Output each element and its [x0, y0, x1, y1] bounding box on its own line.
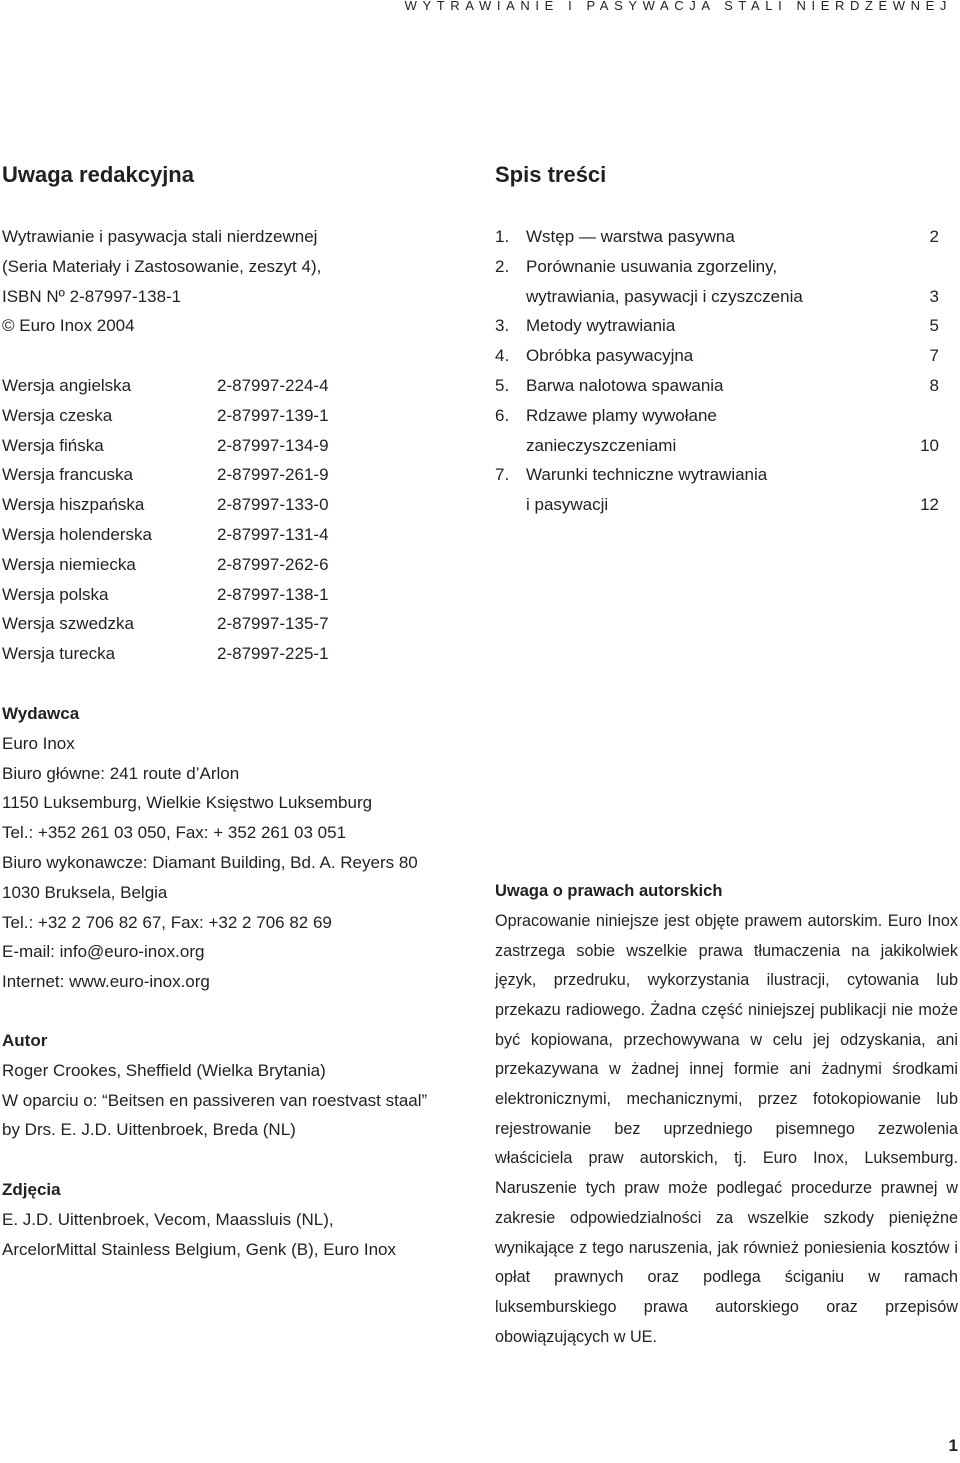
- publisher-line: 1030 Bruksela, Belgia: [2, 882, 168, 902]
- version-row: [2, 580, 472, 610]
- toc-item-page: 7: [929, 346, 939, 366]
- editorial-line: Wytrawianie i pasywacja stali nierdzewnej: [2, 227, 318, 246]
- version-row: [2, 371, 472, 401]
- toc-item[interactable]: [495, 222, 939, 252]
- toc-item[interactable]: [495, 311, 939, 341]
- toc-item-label: wytrawiania, pasywacji i czyszczenia: [526, 286, 803, 306]
- toc-item[interactable]: [495, 401, 939, 431]
- publisher-line: 1150 Luksemburg, Wielkie Księstwo Luksemburg: [2, 793, 373, 813]
- version-lang: Wersja holenderska: [2, 524, 152, 544]
- version-row: [2, 490, 472, 520]
- publisher-line: Euro Inox: [2, 733, 75, 753]
- toc-item-label: zanieczyszczeniami: [526, 435, 677, 455]
- editorial-block: [2, 222, 472, 341]
- toc-item-number: 2.: [495, 256, 510, 276]
- version-row: [2, 520, 472, 550]
- toc-item[interactable]: [495, 252, 939, 282]
- toc-item-page: [909, 401, 939, 431]
- toc-item-label: Barwa nalotowa spawania: [526, 375, 724, 395]
- editorial-title: Uwaga redakcyjna: [2, 162, 194, 187]
- copyright-title: Uwaga o prawach autorskich: [495, 882, 723, 900]
- running-header: WYTRAWIANIE I PASYWACJA STALI NIERDZEWNEJ: [404, 0, 952, 13]
- toc-item-label: Rdzawe plamy wywołane: [526, 405, 717, 425]
- publisher-line: Tel.: +32 2 706 82 67, Fax: +32 2 706 82 69: [2, 912, 332, 932]
- toc-item-label: Porównanie usuwania zgorzeliny,: [526, 256, 778, 276]
- author-block: [2, 1026, 472, 1145]
- toc-item-page: [909, 460, 939, 490]
- toc-item-page: [909, 252, 939, 282]
- version-isbn: 2-87997-134-9: [217, 435, 329, 455]
- toc-item-number: 4.: [495, 346, 510, 366]
- version-isbn: 2-87997-262-6: [217, 554, 329, 574]
- toc-item[interactable]: [495, 341, 939, 371]
- version-lang: Wersja czeska: [2, 405, 113, 425]
- toc-item-number: [495, 490, 526, 520]
- version-isbn: 2-87997-261-9: [217, 465, 329, 485]
- publisher-line: Biuro wykonawcze: Diamant Building, Bd. A. Reyers 80: [2, 852, 418, 872]
- publisher-title: Wydawca: [2, 704, 80, 723]
- editorial-line: (Seria Materiały i Zastosowanie, zeszyt 4),: [2, 256, 322, 276]
- toc-item-number: [495, 431, 526, 461]
- toc-item-page: 12: [920, 495, 939, 515]
- toc-item-number: 5.: [495, 375, 510, 395]
- toc-title: Spis treści: [495, 162, 607, 187]
- version-row: [2, 639, 472, 669]
- version-lang: Wersja niemiecka: [2, 554, 136, 574]
- toc-item-label: Wstęp — warstwa pasywna: [526, 227, 735, 246]
- toc-item-label: i pasywacji: [526, 495, 609, 515]
- toc-item-page: 8: [929, 375, 939, 395]
- photos-title: Zdjęcia: [2, 1180, 61, 1199]
- versions-list: [2, 371, 472, 669]
- author-line: by Drs. E. J.D. Uittenbroek, Breda (NL): [2, 1120, 296, 1140]
- toc-item[interactable]: [495, 282, 939, 312]
- version-isbn: 2-87997-131-4: [217, 524, 329, 544]
- publisher-block: [2, 699, 472, 997]
- photos-line: ArcelorMittal Stainless Belgium, Genk (B), Euro Inox: [2, 1239, 396, 1259]
- toc-item-number: 7.: [495, 465, 510, 485]
- toc-item[interactable]: [495, 431, 939, 461]
- toc-item[interactable]: [495, 460, 939, 490]
- toc-item-label: Obróbka pasywacyjna: [526, 346, 694, 366]
- copyright-block: [495, 877, 958, 1352]
- toc-item-page: 10: [920, 435, 939, 455]
- editorial-isbn: ISBN Nº 2-87997-138-1: [2, 286, 182, 306]
- toc-item[interactable]: [495, 490, 939, 520]
- copyright-text: Opracowanie niniejsze jest objęte prawem autorskim. Euro Inox zastrzega sobie wszelkie prawa tłumaczenia na jakikolwiek język, przedruku, wykorzystania ilustracji, cytowania lub przekazu radiowego. Żadna część niniejszej publikacji nie może być kopiowana, przechowywana w celu jej odzyskania, ani przekazywana w żadnej innej formie ani żadnymi środkami elektronicznymi, mechanicznymi, przez fotokopiowanie lub rejestrowanie bez uprzedniego pisemnego zezwolenia właściciela praw autorskich, tj. Euro Inox, Luksemburg. Naruszenie tych praw może podlegać procedurze prawnej w zakresie odpowiedzialności za wszelkie szkody pieniężne wynikające z tego naruszenia, jak również poniesienia kosztów i opłat prawnych oraz podlega ściganiu w ramach luksemburskiego prawa autorskiego oraz przepisów obowiązujących w UE.: [495, 911, 958, 1346]
- version-row: [2, 609, 472, 639]
- toc-item-page: 3: [929, 286, 939, 306]
- toc-item-label: Metody wytrawiania: [526, 316, 676, 336]
- version-row: [2, 460, 472, 490]
- version-lang: Wersja turecka: [2, 644, 116, 664]
- version-lang: Wersja angielska: [2, 376, 132, 395]
- page-number: 1: [948, 1436, 958, 1455]
- version-lang: Wersja szwedzka: [2, 614, 134, 634]
- toc-item-number: 6.: [495, 405, 510, 425]
- toc-list: [495, 222, 939, 520]
- version-row: [2, 431, 472, 461]
- toc-item-page: 5: [929, 316, 939, 336]
- version-isbn: 2-87997-225-1: [217, 644, 329, 664]
- author-line: Roger Crookes, Sheffield (Wielka Brytania): [2, 1060, 326, 1080]
- toc-item-number: 1.: [495, 227, 510, 246]
- toc-item-page: 2: [929, 227, 939, 246]
- version-isbn: 2-87997-138-1: [217, 584, 329, 604]
- publisher-line: Tel.: +352 261 03 050, Fax: + 352 261 03 051: [2, 823, 347, 843]
- author-line: W oparciu o: “Beitsen en passiveren van roestvast staal”: [2, 1090, 428, 1110]
- version-lang: Wersja fińska: [2, 435, 104, 455]
- version-lang: Wersja polska: [2, 584, 109, 604]
- version-row: [2, 401, 472, 431]
- publisher-email: E-mail: info@euro-inox.org: [2, 942, 205, 962]
- editorial-copyright: © Euro Inox 2004: [2, 316, 135, 336]
- version-lang: Wersja francuska: [2, 465, 134, 485]
- version-isbn: 2-87997-139-1: [217, 405, 329, 425]
- version-isbn: 2-87997-224-4: [217, 376, 329, 395]
- version-isbn: 2-87997-135-7: [217, 614, 329, 634]
- photos-line: E. J.D. Uittenbroek, Vecom, Maassluis (NL),: [2, 1209, 334, 1229]
- photos-block: [2, 1175, 472, 1264]
- publisher-line: Biuro główne: 241 route d’Arlon: [2, 763, 240, 783]
- toc-item-label: Warunki techniczne wytrawiania: [526, 465, 768, 485]
- toc-item-number: [495, 282, 526, 312]
- version-isbn: 2-87997-133-0: [217, 495, 329, 515]
- publisher-website: Internet: www.euro-inox.org: [2, 972, 210, 992]
- version-lang: Wersja hiszpańska: [2, 495, 145, 515]
- toc-item[interactable]: [495, 371, 939, 401]
- version-row: [2, 550, 472, 580]
- author-title: Autor: [2, 1031, 48, 1050]
- toc-item-number: 3.: [495, 316, 510, 336]
